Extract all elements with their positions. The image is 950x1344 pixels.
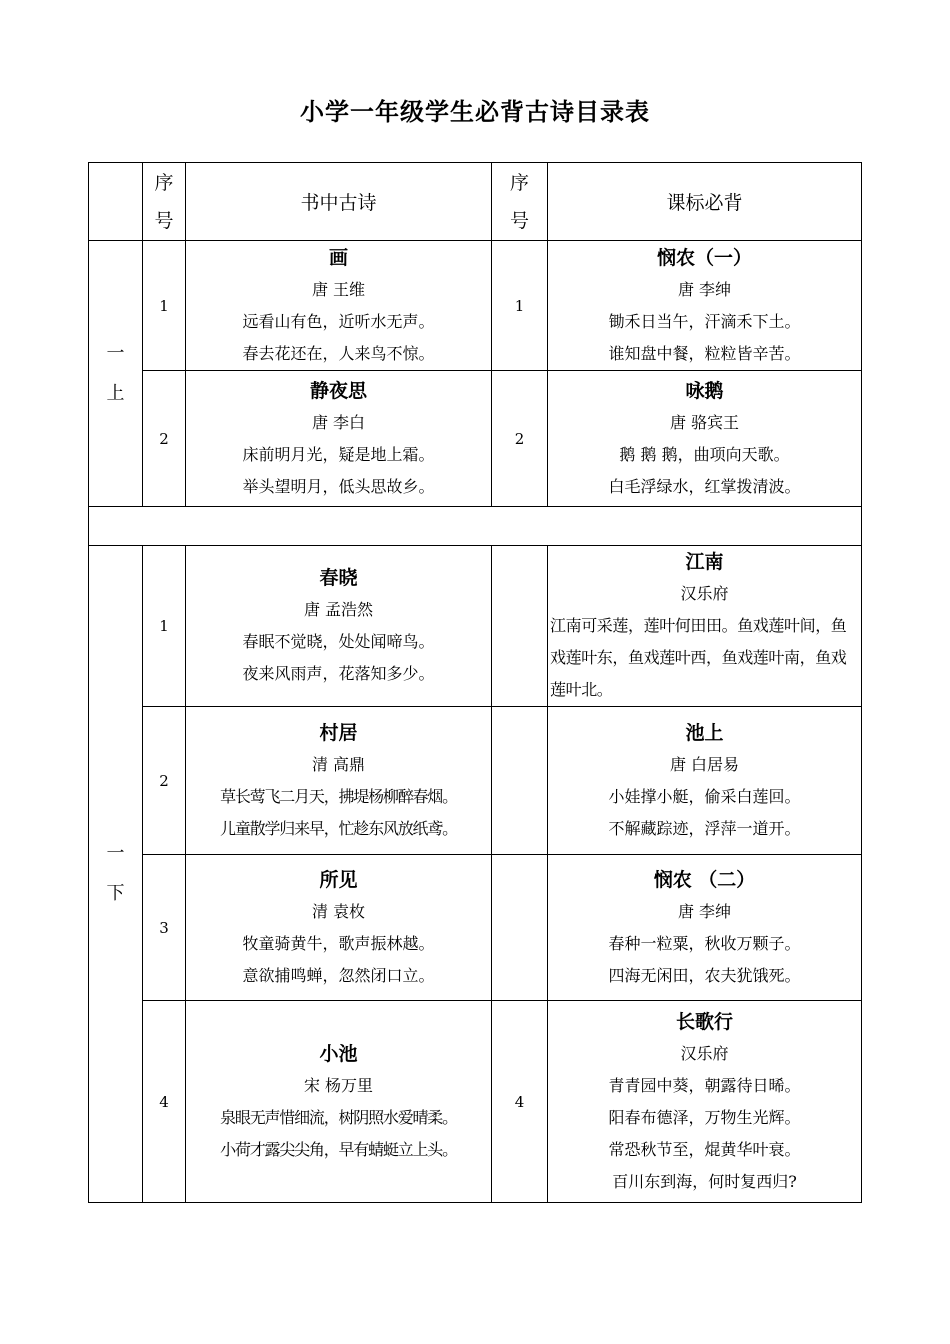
table-row — [89, 1001, 862, 1203]
row-number: 2 — [492, 371, 548, 507]
poem-author: 汉乐府 — [680, 1043, 729, 1063]
poem-line: 小娃撑小艇，偷采白莲回。 — [608, 786, 801, 806]
poem-line: 泉眼无声惜细流，树阴照水爱晴柔。 — [220, 1107, 457, 1127]
poem-line: 阳春布德泽，万物生光辉。 — [608, 1107, 801, 1127]
poem-title: 悯农（一） — [656, 246, 752, 269]
header-seq-left: 序 号 — [143, 163, 186, 241]
poem-title: 静夜思 — [309, 379, 367, 402]
poem-title: 江南 — [685, 551, 724, 573]
header-semester-cell — [89, 163, 143, 241]
poem-line: 春眠不觉晓，处处闻啼鸟。 — [242, 632, 435, 651]
table-row — [89, 546, 862, 707]
header-row — [89, 163, 862, 241]
poem-title: 小池 — [319, 1042, 358, 1065]
table-row — [89, 707, 862, 855]
poem-line: 谁知盘中餐，粒粒皆辛苦。 — [608, 343, 801, 363]
row-number — [492, 546, 548, 707]
poem-author: 清 袁枚 — [311, 901, 366, 921]
poem-line: 举头望明月，低头思故乡。 — [242, 476, 435, 496]
table-row — [89, 241, 862, 371]
row-number: 1 — [492, 241, 548, 371]
poem-line: 春去花还在，人来鸟不惊。 — [242, 343, 435, 363]
poem-cell — [186, 855, 492, 1001]
poem-cell — [548, 241, 862, 371]
poem-author: 唐 白居易 — [669, 754, 740, 774]
poem-author: 汉乐府 — [680, 584, 729, 603]
poem-author: 唐 骆宾王 — [669, 412, 740, 432]
semester-upper: 一 上 — [89, 241, 143, 507]
spacer-cell — [89, 507, 862, 546]
poem-line: 夜来风雨声，花落知多少。 — [242, 664, 435, 683]
poem-line: 鹅 鹅 鹅，曲项向天歌。 — [619, 444, 790, 464]
poem-catalog-table — [88, 162, 862, 1203]
poem-cell — [186, 1001, 492, 1203]
header-standard-poems: 课标必背 — [548, 163, 862, 241]
poem-title: 春晓 — [319, 567, 358, 589]
page-title: 小学一年级学生必背古诗目录表 — [300, 98, 650, 126]
poem-author: 清 高鼎 — [311, 754, 366, 774]
row-number: 4 — [492, 1001, 548, 1203]
poem-title: 画 — [328, 246, 348, 269]
spacer-row — [89, 507, 862, 546]
row-number: 3 — [143, 855, 186, 1001]
poem-line: 常恐秋节至，焜黄华叶衰。 — [608, 1139, 801, 1159]
poem-line: 小荷才露尖尖角，早有蜻蜓立上头。 — [220, 1139, 457, 1159]
poem-line: 牧童骑黄牛，歌声振林越。 — [242, 933, 435, 953]
poem-title: 村居 — [319, 721, 358, 744]
poem-cell — [548, 855, 862, 1001]
poem-line: 远看山有色，近听水无声。 — [242, 311, 435, 331]
row-number: 4 — [143, 1001, 186, 1203]
poem-line: 不解藏踪迹，浮萍一道开。 — [608, 818, 801, 838]
poem-line: 百川东到海，何时复西归? — [612, 1171, 797, 1191]
row-number — [492, 707, 548, 855]
poem-author: 唐 孟浩然 — [303, 600, 374, 619]
row-number: 2 — [143, 707, 186, 855]
semester-lower: 一 下 — [89, 546, 143, 1203]
row-number — [492, 855, 548, 1001]
poem-cell — [186, 241, 492, 371]
poem-line: 儿童散学归来早，忙趁东风放纸鸢。 — [220, 818, 457, 838]
poem-line: 锄禾日当午，汗滴禾下土。 — [608, 311, 801, 331]
poem-title: 咏鹅 — [685, 379, 724, 402]
header-book-poems: 书中古诗 — [186, 163, 492, 241]
poem-title: 悯农 （二） — [653, 868, 756, 891]
poem-line: 床前明月光，疑是地上霜。 — [242, 444, 435, 464]
poem-line: 四海无闲田，农夫犹饿死。 — [608, 965, 801, 985]
poem-cell — [548, 546, 862, 707]
row-number: 1 — [143, 546, 186, 707]
poem-cell — [186, 371, 492, 507]
poem-cell — [548, 707, 862, 855]
poem-title: 长歌行 — [675, 1010, 733, 1033]
table-row — [89, 855, 862, 1001]
poem-author: 唐 李绅 — [677, 901, 732, 921]
poem-author: 宋 杨万里 — [303, 1075, 374, 1095]
poem-author: 唐 王维 — [311, 279, 366, 299]
poem-cell — [186, 707, 492, 855]
header-seq-right: 序 号 — [492, 163, 548, 241]
poem-text: 江南可采莲，莲叶何田田。鱼戏莲叶间，鱼戏莲叶东，鱼戏莲叶西，鱼戏莲叶南，鱼戏莲叶北。 — [550, 616, 847, 699]
row-number: 1 — [143, 241, 186, 371]
poem-cell — [186, 546, 492, 707]
table-row — [89, 371, 862, 507]
poem-line: 春种一粒粟，秋收万颗子。 — [608, 933, 801, 953]
poem-line: 青青园中葵，朝露待日晞。 — [608, 1075, 801, 1095]
poem-line: 草长莺飞二月天，拂堤杨柳醉春烟。 — [220, 786, 457, 806]
poem-title: 池上 — [685, 721, 724, 744]
poem-author: 唐 李绅 — [677, 279, 732, 299]
poem-cell — [548, 1001, 862, 1203]
poem-line: 意欲捕鸣蝉，忽然闭口立。 — [242, 965, 435, 985]
poem-cell — [548, 371, 862, 507]
poem-title: 所见 — [319, 868, 358, 891]
poem-author: 唐 李白 — [311, 412, 366, 432]
poem-line: 白毛浮绿水，红掌拨清波。 — [608, 476, 801, 496]
row-number: 2 — [143, 371, 186, 507]
